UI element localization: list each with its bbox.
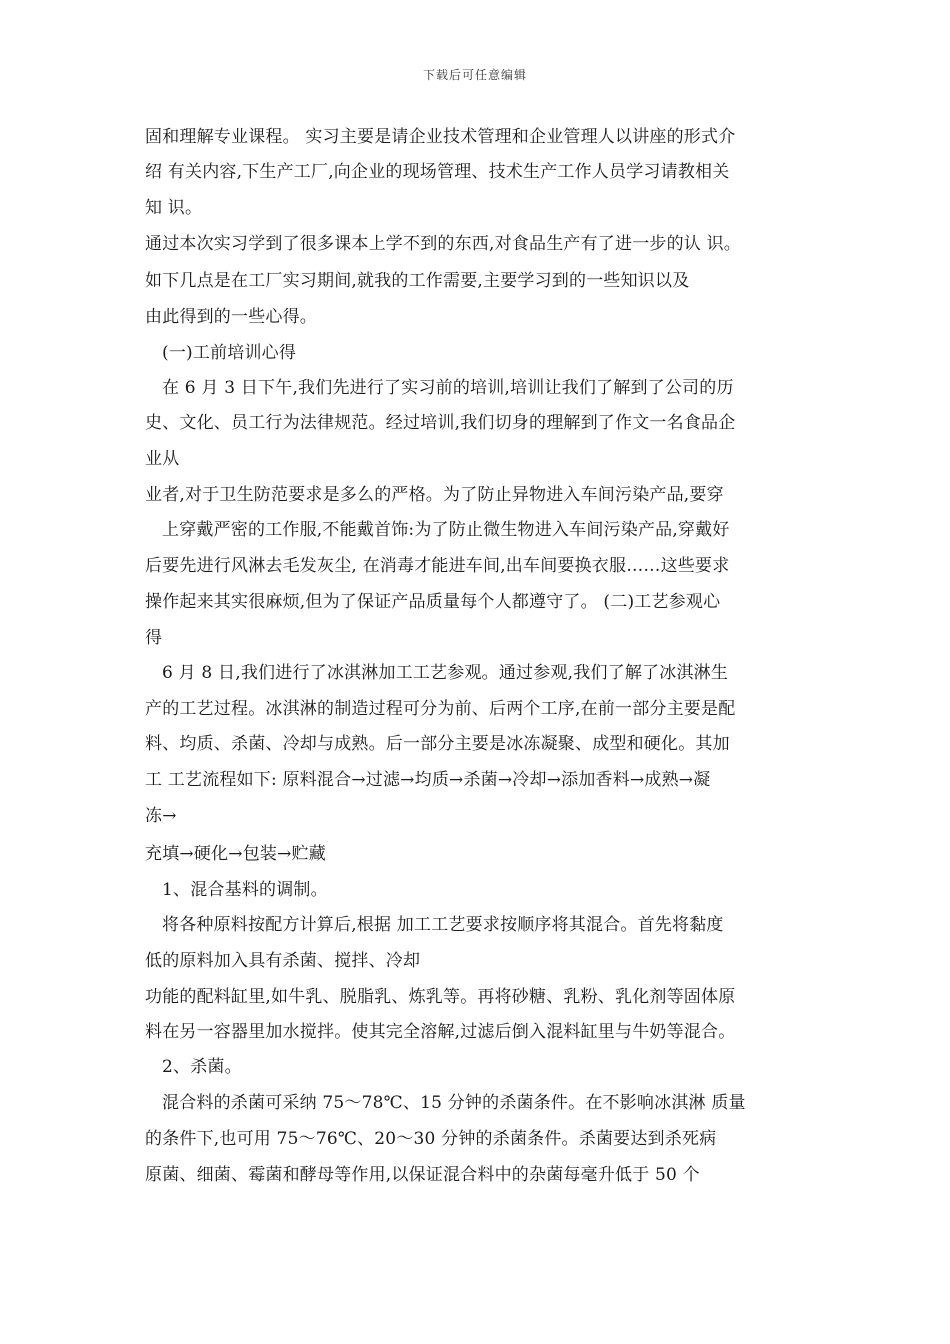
text-line: 绍 有关内容,下生产工厂,向企业的现场管理、技术生产工作人员学习请教相关 xyxy=(145,162,730,182)
section-heading: 1、混合基料的调制。 xyxy=(162,880,328,900)
text-line: 业者,对于卫生防范要求是多么的严格。为了防止异物进入车间污染产品,要穿 xyxy=(145,485,724,505)
text-line: 后要先进行风淋去毛发灰尘, 在消毒才能进车间,出车间要换衣服……这些要求 xyxy=(145,556,730,576)
section-heading: 2、杀菌。 xyxy=(162,1057,242,1077)
section-heading: (一)工前培训心得 xyxy=(162,343,297,363)
text-line: 原菌、细菌、霉菌和酵母等作用,以保证混合料中的杂菌每毫升低于 50 个 xyxy=(145,1165,700,1185)
text-line: 冻→ xyxy=(145,806,177,826)
text-line: 操作起来其实很麻烦,但为了保证产品质量每个人都遵守了。 (二)工艺参观心 xyxy=(145,592,721,612)
text-line: 如下几点是在工厂实习期间,就我的工作需要,主要学习到的一些知识以及 xyxy=(145,271,690,291)
text-line: 上穿戴严密的工作服,不能戴首饰:为了防止微生物进入车间污染产品,穿戴好 xyxy=(162,520,730,540)
text-line: 史、文化、员工行为法律规范。经过培训,我们切身的理解到了作文一名食品企 xyxy=(145,413,736,433)
text-line: 固和理解专业课程。 实习主要是请企业技术管理和企业管理人以讲座的形式介 xyxy=(145,127,736,147)
text-line: 工 工艺流程如下: 原料混合→过滤→均质→杀菌→冷却→添加香料→成熟→凝 xyxy=(145,770,711,790)
text-line: 6 月 8 日,我们进行了冰淇淋加工工艺参观。通过参观,我们了解了冰淇淋生 xyxy=(162,663,729,683)
text-line: 在 6 月 3 日下午,我们先进行了实习前的培训,培训让我们了解到了公司的历 xyxy=(162,378,734,398)
text-line: 将各种原料按配方计算后,根据 加工工艺要求按顺序将其混合。首先将黏度 xyxy=(162,915,724,935)
text-line: 充填→硬化→包装→贮藏 xyxy=(145,844,326,864)
text-line: 料、均质、杀菌、冷却与成熟。后一部分主要是冰冻凝聚、成型和硬化。其加 xyxy=(145,734,730,754)
page-header: 下载后可任意编辑 xyxy=(422,68,527,82)
text-line: 的条件下,也可用 75～76℃、20～30 分钟的杀菌条件。杀菌要达到杀死病 xyxy=(145,1129,717,1149)
text-line: 混合料的杀菌可采纳 75～78℃、15 分钟的杀菌条件。在不影响冰淇淋 质量 xyxy=(162,1093,746,1113)
text-line: 低的原料加入具有杀菌、搅拌、冷却 xyxy=(145,951,421,971)
text-line: 通过本次实习学到了很多课本上学不到的东西,对食品生产有了进一步的认 识。 xyxy=(145,234,742,254)
text-line: 得 xyxy=(145,628,163,648)
text-line: 料在另一容器里加水搅拌。使其完全溶解,过滤后倒入混料缸里与牛奶等混合。 xyxy=(145,1022,736,1042)
text-line: 产的工艺过程。冰淇淋的制造过程可分为前、后两个工序,在前一部分主要是配 xyxy=(145,699,736,719)
text-line: 由此得到的一些心得。 xyxy=(145,307,317,327)
text-line: 功能的配料缸里,如牛乳、脱脂乳、炼乳等。再将砂糖、乳粉、乳化剂等固体原 xyxy=(145,987,736,1007)
text-line: 业从 xyxy=(145,449,180,469)
text-line: 知 识。 xyxy=(145,198,203,218)
